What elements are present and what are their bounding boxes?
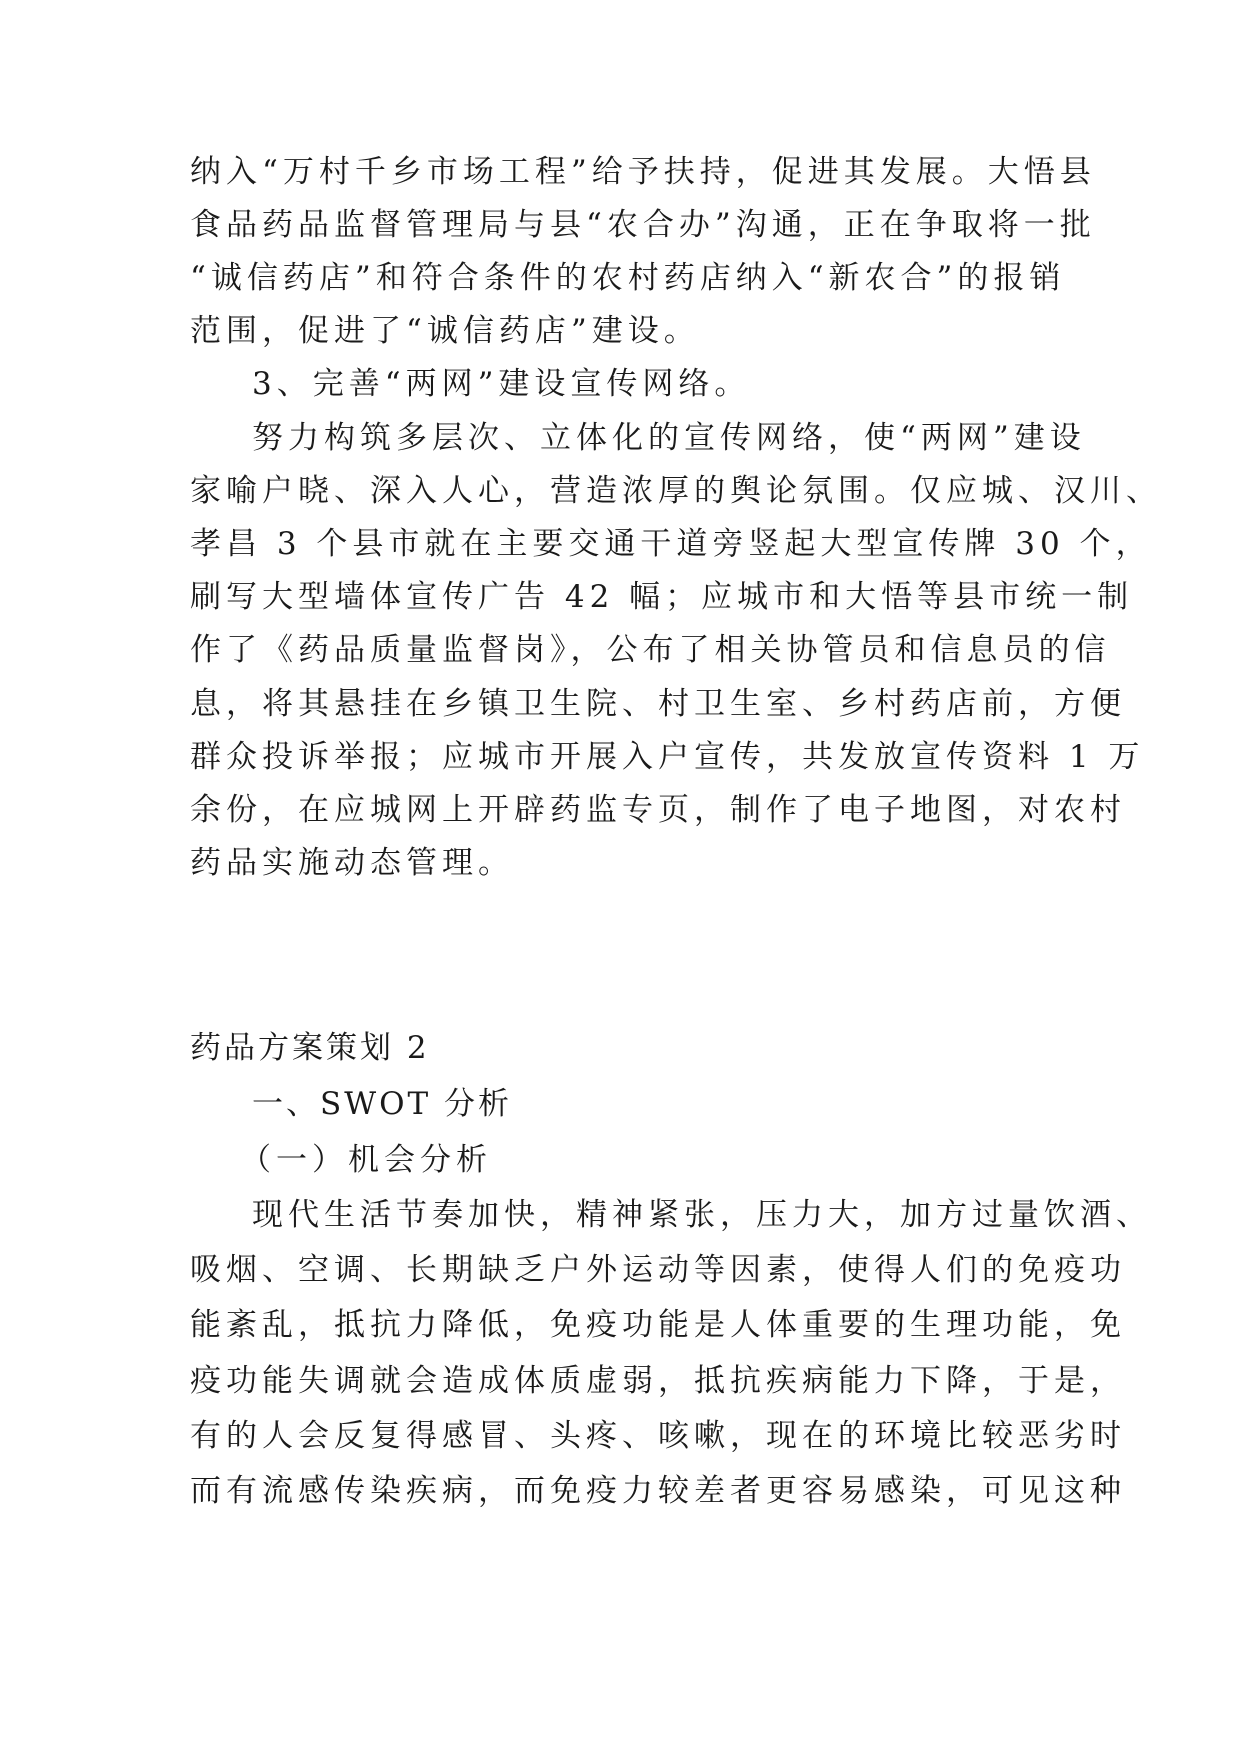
paragraph-line: 作了《药品质量监督岗》，公布了相关协管员和信息员的信	[190, 632, 1111, 668]
paragraph-line: 息，将其悬挂在乡镇卫生院、村卫生室、乡村药店前，方便	[190, 686, 1126, 722]
paragraph-line: 努力构筑多层次、立体化的宣传网络，使“两网”建设	[252, 420, 1086, 456]
paragraph-line: 而有流感传染疾病，而免疫力较差者更容易感染，可见这种	[190, 1473, 1126, 1509]
paragraph-line: 范围，促进了“诚信药店”建设。	[190, 313, 700, 349]
subsection-heading: （一）机会分析	[240, 1142, 492, 1178]
section-heading: 一、SWOT 分析	[252, 1086, 513, 1122]
item-heading: 3、完善“两网”建设宣传网络。	[252, 366, 751, 402]
paragraph-line: 纳入“万村千乡市场工程”给予扶持，促进其发展。大悟县	[190, 154, 1096, 190]
paragraph-line: 余份，在应城网上开辟药监专页，制作了电子地图，对农村	[190, 792, 1126, 828]
paragraph-line: 能紊乱，抵抗力降低，免疫功能是人体重要的生理功能，免	[190, 1307, 1126, 1343]
paragraph-line: 疫功能失调就会造成体质虚弱，抵抗疾病能力下降，于是，	[190, 1363, 1126, 1399]
paragraph-line: 食品药品监督管理局与县“农合办”沟通，正在争取将一批	[190, 207, 1096, 243]
paragraph-line: 刷写大型墙体宣传广告 42 幅；应城市和大悟等县市统一制	[190, 579, 1134, 615]
paragraph-line: 药品实施动态管理。	[190, 845, 514, 881]
paragraph-line: 吸烟、空调、长期缺乏户外运动等因素，使得人们的免疫功	[190, 1252, 1126, 1288]
section-title: 药品方案策划 2	[190, 1030, 430, 1066]
paragraph-line: 家喻户晓、深入人心，营造浓厚的舆论氛围。仅应城、汉川、	[190, 473, 1162, 509]
paragraph-line: 有的人会反复得感冒、头疼、咳嗽，现在的环境比较恶劣时	[190, 1418, 1126, 1454]
paragraph-line: 群众投诉举报；应城市开展入户宣传，共发放宣传资料 1 万	[190, 739, 1145, 775]
paragraph-line: 孝昌 3 个县市就在主要交通干道旁竖起大型宣传牌 30 个，	[190, 526, 1152, 562]
paragraph-line: “诚信药店”和符合条件的农村药店纳入“新农合”的报销	[190, 260, 1066, 296]
paragraph-line: 现代生活节奏加快，精神紧张，压力大，加方过量饮酒、	[252, 1197, 1152, 1233]
